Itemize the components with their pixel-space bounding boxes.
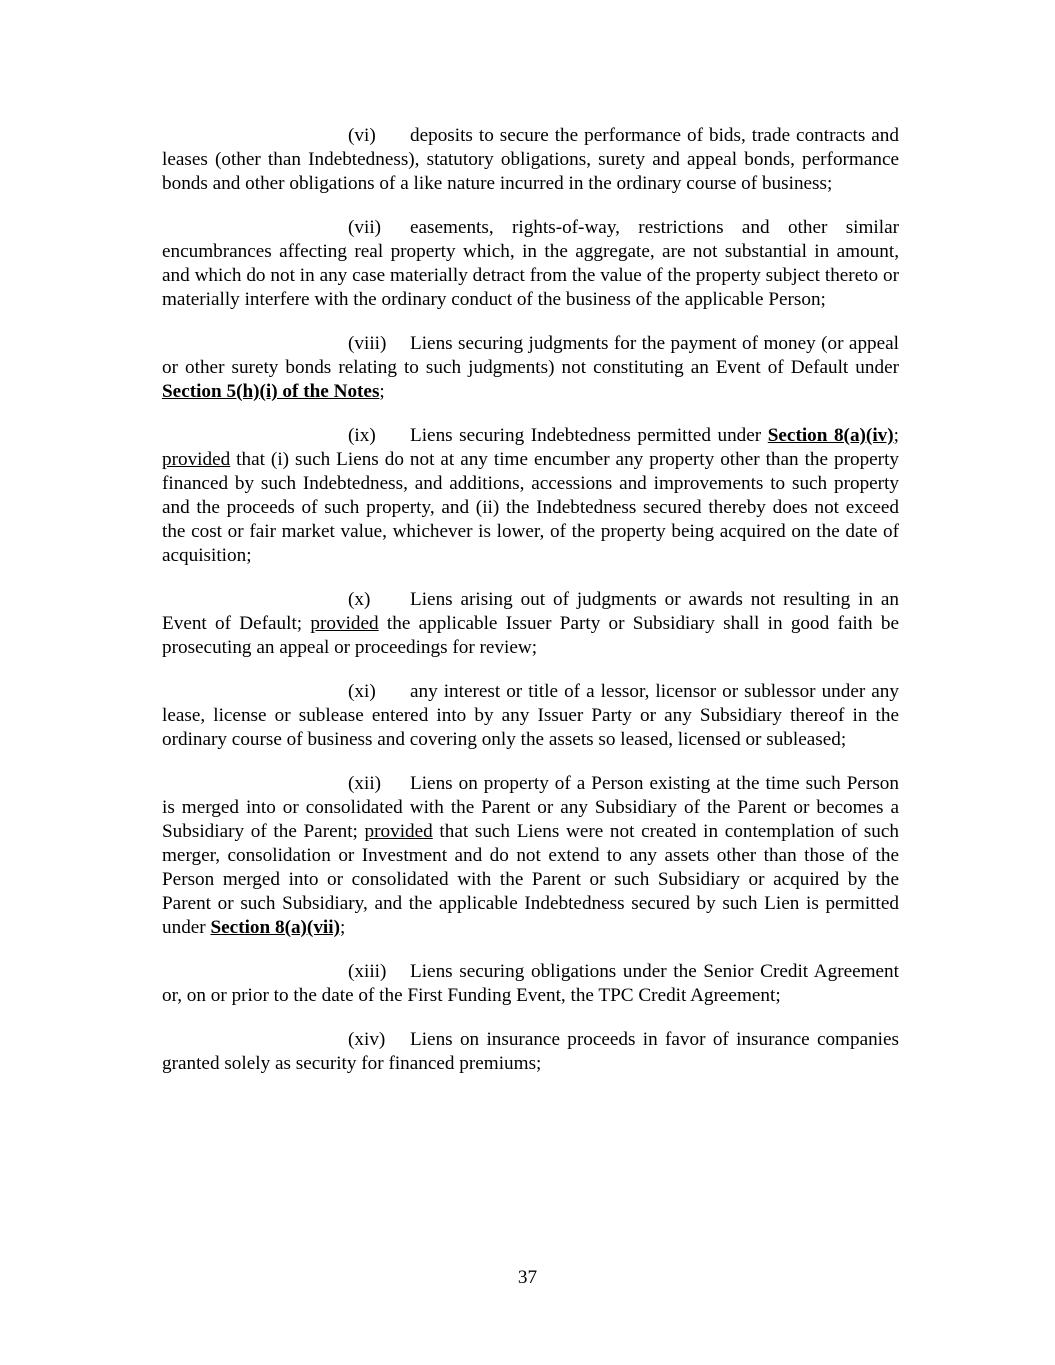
clause-x xyxy=(162,588,899,660)
clause-xiii xyxy=(162,960,899,1008)
clause-text: easements, rights-of-way, restrictions and other similar encumbrances affecting real property which, in the aggregate, are not substantial in amount, and which do not in any case materially detract from the value of the property subject thereto or materially interfere with the ordinary conduct of the business of the applicable Person; xyxy=(162,217,899,310)
clause-text: Liens arising out of judgments or awards not resulting in an Event of Default; xyxy=(162,589,899,634)
clause-number: (ix) xyxy=(348,425,376,446)
clause-number: (xiii) xyxy=(348,961,387,982)
clause-text: ; xyxy=(339,917,346,938)
page-number: 37 xyxy=(517,1267,538,1288)
clause-vii xyxy=(162,216,899,312)
clause-text: that (i) such Liens do not at any time encumber any property other than the property financed by such Indebtedness, and additions, accessions and improvements to such property and the proceeds of such property, and (ii) the Indebtedness secured thereby does not exceed the cost or fair market value, whichever is lower, of the property being acquired on the date of acquisition; xyxy=(162,449,899,566)
clause-text: deposits to secure the performance of bids, trade contracts and leases (other than Indebtedness), statutory obligations, surety and appeal bonds, performance bonds and other obligations of a like nature incurred in the ordinary course of business; xyxy=(162,125,899,194)
clause-text: Liens securing judgments for the payment of money (or appeal or other surety bonds relating to such judgments) not constituting an Event of Default under xyxy=(162,333,899,378)
clause-xii xyxy=(162,772,899,940)
clause-number: (x) xyxy=(348,589,371,610)
provided-term: provided xyxy=(364,821,433,842)
clause-text: ; xyxy=(379,381,385,402)
clause-text: Liens on property of a Person existing at the time such Person is merged into or consolidated with the Parent or any Subsidiary of the Parent or becomes a Subsidiary of the Parent; xyxy=(162,773,899,842)
clause-text: ; xyxy=(893,425,899,446)
clause-viii xyxy=(162,332,899,404)
document-body xyxy=(162,124,899,1096)
clause-number: (vi) xyxy=(348,125,376,146)
clause-number: (viii) xyxy=(348,333,387,354)
clause-number: (xi) xyxy=(348,681,376,702)
clause-text: Liens securing Indebtedness permitted under xyxy=(410,425,768,446)
clause-text: the applicable Issuer Party or Subsidiary shall in good faith be prosecuting an appeal or proceedings for review; xyxy=(162,613,900,658)
section-reference: Section 8(a)(iv) xyxy=(767,425,894,446)
clause-number: (xii) xyxy=(348,773,382,794)
clause-ix xyxy=(162,424,899,568)
provided-term: provided xyxy=(310,613,379,634)
clause-vi xyxy=(162,124,899,196)
clause-number: (vii) xyxy=(348,217,382,238)
clause-number: (xiv) xyxy=(348,1029,386,1050)
clause-text: Liens on insurance proceeds in favor of insurance companies granted solely as security for financed premiums; xyxy=(162,1029,899,1074)
section-reference: Section 8(a)(vii) xyxy=(210,917,340,938)
clause-xi xyxy=(162,680,899,752)
clause-text: Liens securing obligations under the Senior Credit Agreement or, on or prior to the date of the First Funding Event, the TPC Credit Agreement; xyxy=(162,961,899,1006)
section-reference: Section 5(h)(i) of the Notes xyxy=(162,381,380,402)
clause-text: that such Liens were not created in contemplation of such merger, consolidation or Investment and do not extend to any assets other than those of the Person merged into or consolidated with the Parent or such Subsidiary or acquired by the Parent or such Subsidiary, and the applicable Indebtedness secured by such Lien is permitted under xyxy=(162,821,900,938)
provided-term: provided xyxy=(162,449,231,470)
clause-text: any interest or title of a lessor, licensor or sublessor under any lease, license or sublease entered into by any Issuer Party or any Subsidiary thereof in the ordinary course of business and covering only the assets so leased, licensed or subleased; xyxy=(162,681,899,750)
clause-xiv xyxy=(162,1028,899,1076)
